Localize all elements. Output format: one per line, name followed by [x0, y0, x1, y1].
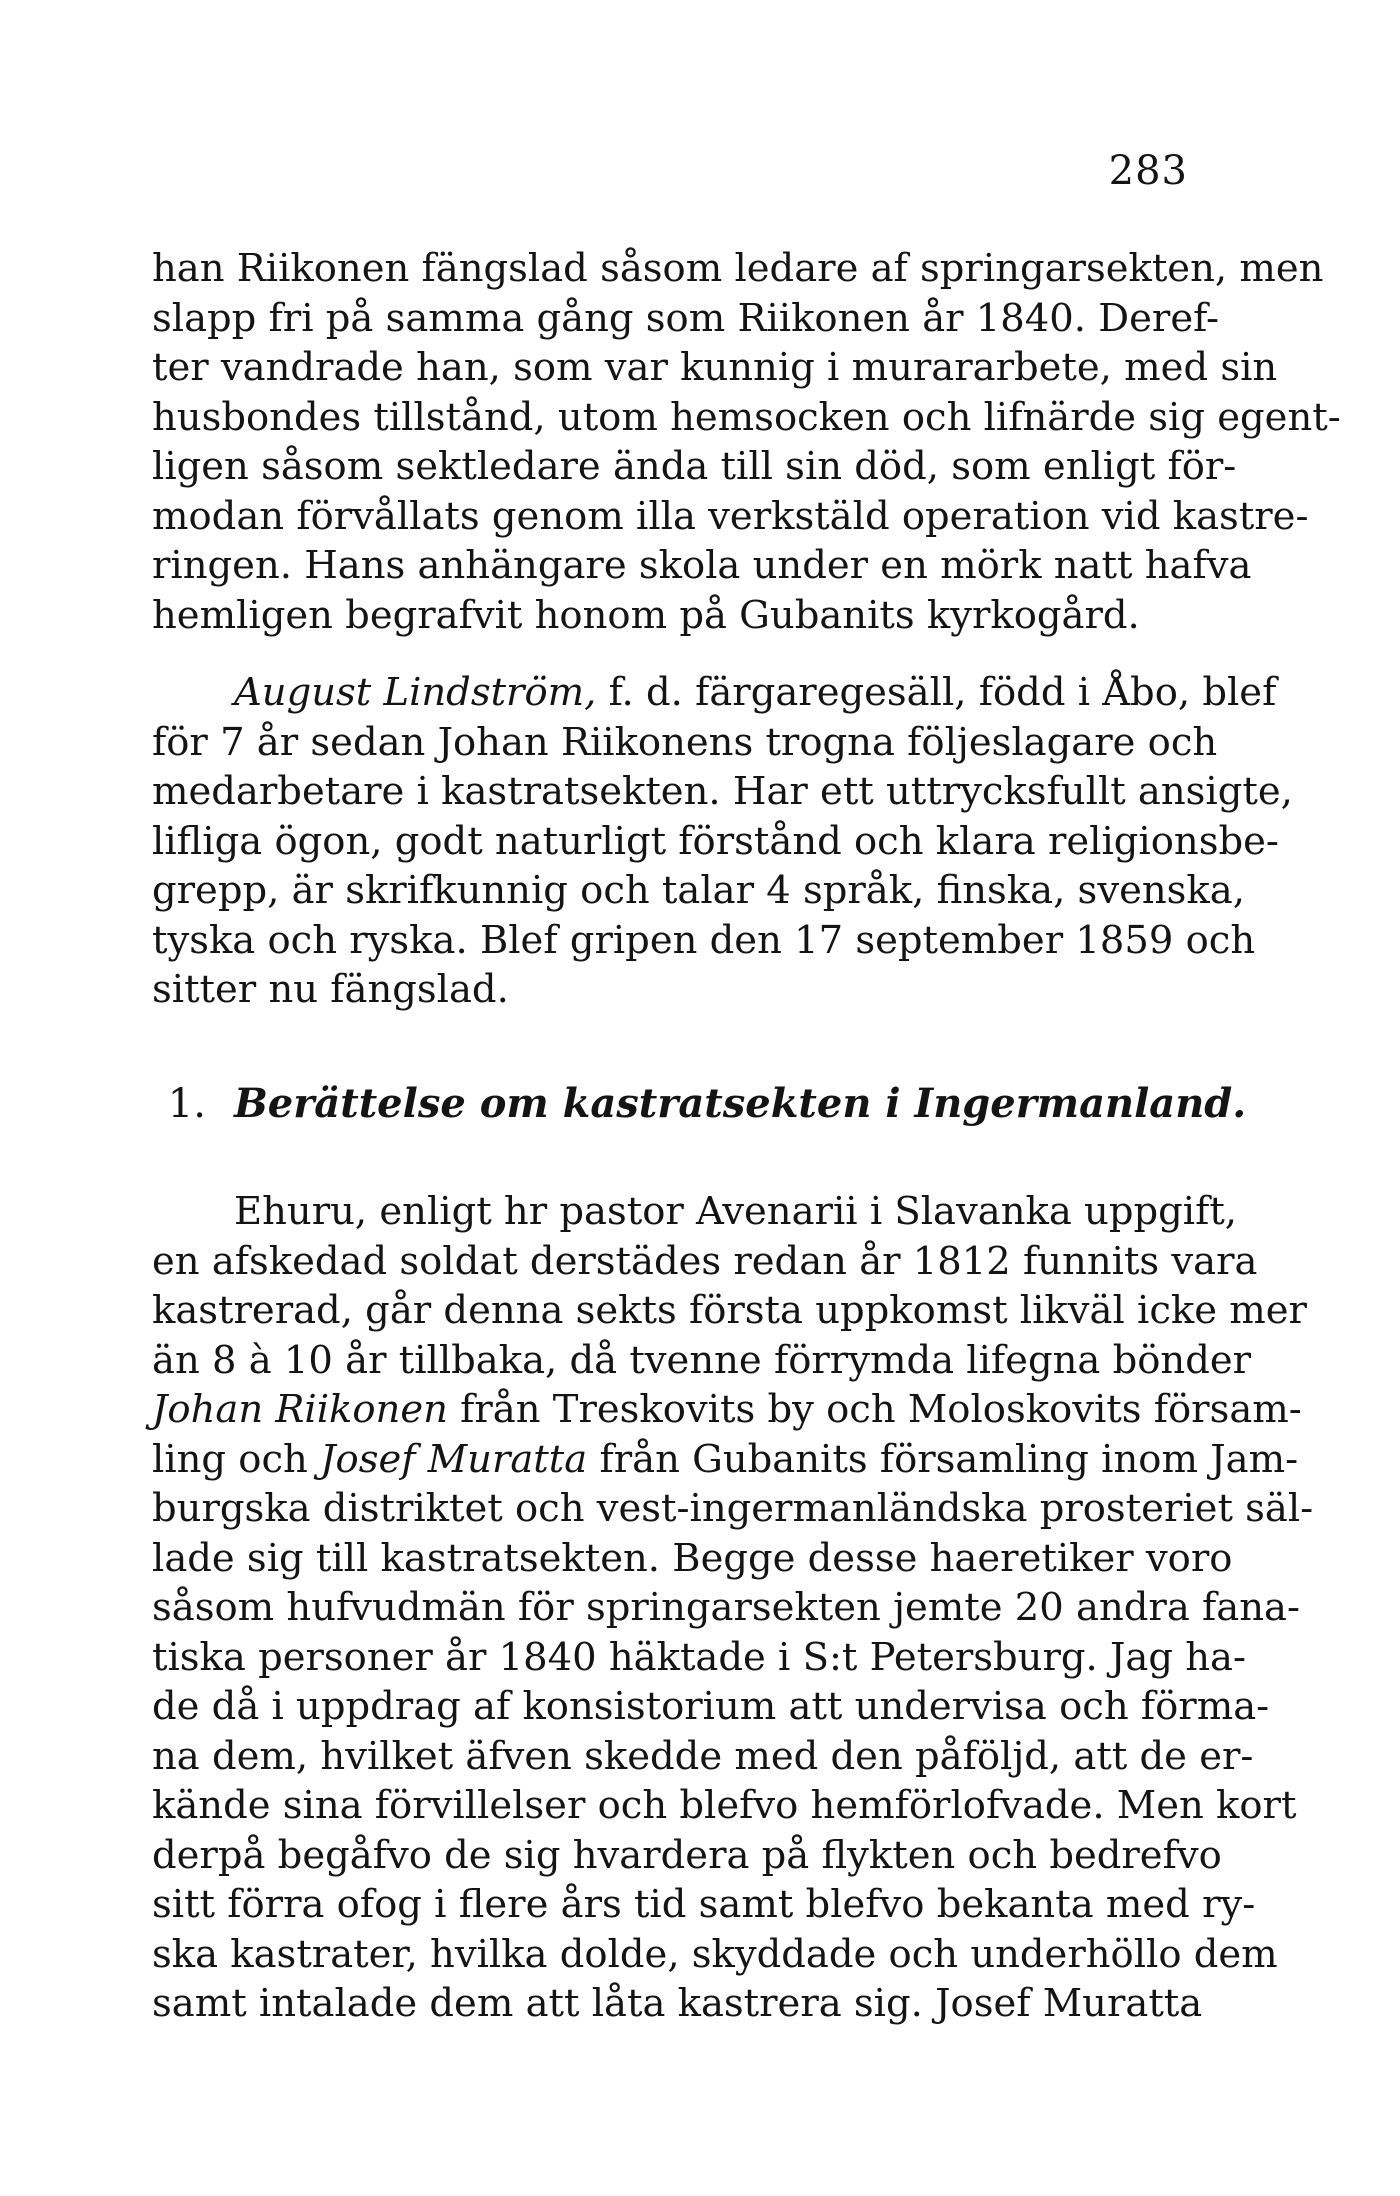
text-line — [152, 1385, 1302, 1435]
text-line: sitter nu fängslad. — [152, 967, 509, 1012]
text-fragment: från Treskovits by och Moloskovits försam- — [447, 1387, 1302, 1432]
text-line: Ehuru, enligt hr pastor Avenarii i Slavanka uppgift, — [234, 1189, 1238, 1234]
paragraph-1 — [152, 244, 1341, 640]
text-line: slapp fri på samma gång som Riikonen år 1840. Deref- — [152, 295, 1219, 341]
text-line: tiska personer år 1840 häktade i S:t Petersburg. Jag ha- — [152, 1634, 1247, 1680]
text-line: grepp, är skrifkunnig och talar 4 språk, finska, svenska, — [152, 868, 1245, 913]
text-line: han Riikonen fängslad såsom ledare af springarsekten, men — [152, 246, 1324, 291]
text-line: lade sig till kastratsekten. Begge desse haeretiker voro — [152, 1535, 1233, 1581]
person-name: August Lindström, — [234, 670, 597, 715]
text-line: en afskedad soldat derstädes redan år 1812 funnits vara — [152, 1238, 1258, 1284]
text-fragment: från Gubanits församling inom Jam- — [587, 1436, 1299, 1482]
section-heading — [0, 1080, 1400, 1127]
text-line: lifliga ögon, godt naturligt förstånd och klara religionsbe- — [152, 818, 1279, 864]
text-line: hemligen begrafvit honom på Gubanits kyrkogård. — [152, 592, 1140, 638]
paragraph-2 — [152, 668, 1293, 1015]
text-line: ter vandrade han, som var kunnig i murararbete, med sin — [152, 345, 1278, 390]
text-line: na dem, hvilket äfven skedde med den påföljd, att de er- — [152, 1733, 1254, 1779]
text-line: medarbetare i kastratsekten. Har ett uttrycksfullt ansigte, — [152, 769, 1293, 814]
text-line: ska kastrater, hvilka dolde, skyddade och underhöllo dem — [152, 1931, 1278, 1977]
text-line: för 7 år sedan Johan Riikonens trogna följeslagare och — [152, 719, 1218, 765]
person-name: Johan Riikonen — [152, 1387, 448, 1432]
text-line: såsom hufvudmän för springarsekten jemte 20 andra fana- — [152, 1585, 1300, 1630]
text-line: derpå begåfvo de sig hvardera på flykten och bedrefvo — [152, 1832, 1222, 1878]
text-line — [152, 1435, 1299, 1485]
text-line: kände sina förvillelser och blefvo hemförlofvade. Men kort — [152, 1783, 1297, 1828]
text-line: ligen såsom sektledare ända till sin död, som enligt för- — [152, 444, 1237, 489]
text-line: modan förvållats genom illa verkstäld operation vid kastre- — [152, 493, 1309, 539]
text-line: tyska och ryska. Blef gripen den 17 september 1859 och — [152, 917, 1256, 963]
text-line — [152, 668, 1277, 718]
text-line: kastrerad, går denna sekts första uppkomst likväl icke mer — [152, 1288, 1307, 1333]
text-line: än 8 à 10 år tillbaka, då tvenne förrymda lifegna bönder — [152, 1337, 1252, 1383]
section-number: 1. — [167, 1081, 206, 1127]
section-title: Berättelse om kastratsekten i Ingermanland. — [233, 1080, 1247, 1127]
text-fragment: ling och — [152, 1436, 321, 1482]
page-number: 283 — [1108, 148, 1188, 194]
paragraph-3 — [152, 1187, 1314, 2029]
text-line: sitt förra ofog i flere års tid samt blefvo bekanta med ry- — [152, 1882, 1256, 1927]
text-line: ringen. Hans anhängare skola under en mörk natt hafva — [152, 543, 1252, 588]
text-line: de då i uppdrag af konsistorium att undervisa och förma- — [152, 1684, 1270, 1729]
text-fragment: f. d. färgaregesäll, född i Åbo, blef — [596, 670, 1277, 715]
text-line: burgska distriktet och vest-ingermanländska prosteriet säl- — [152, 1486, 1314, 1531]
text-line: husbondes tillstånd, utom hemsocken och lifnärde sig egent- — [152, 394, 1341, 440]
text-line: samt intalade dem att låta kastrera sig. Josef Muratta — [152, 1981, 1203, 2026]
person-name: Josef Muratta — [320, 1436, 588, 1482]
